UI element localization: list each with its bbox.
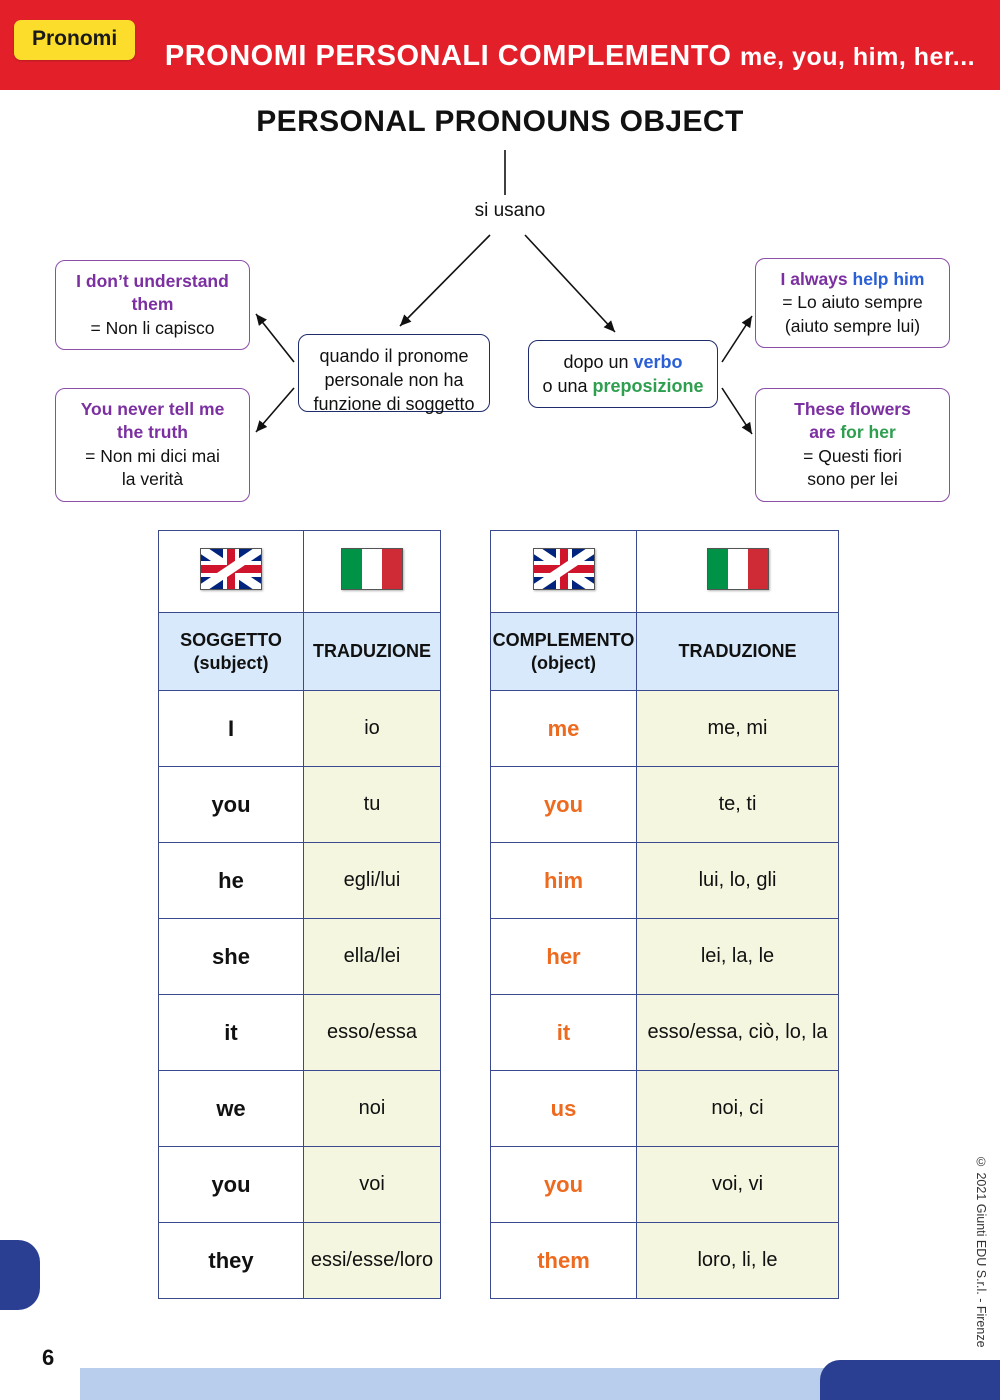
cell-italian: noi: [304, 1071, 441, 1147]
italy-flag-icon: [707, 548, 769, 590]
table-row: [159, 691, 441, 767]
example-it-line1: = Lo aiuto sempre: [782, 292, 923, 313]
cell-italian: voi, vi: [637, 1147, 839, 1223]
example-it-line2: sono per lei: [807, 469, 898, 490]
table-row: [159, 1071, 441, 1147]
box-line-3: funzione di soggetto: [313, 393, 475, 414]
cell-english: she: [159, 919, 304, 995]
table-subject-pronouns: [158, 530, 441, 1299]
table-header-row: [491, 613, 839, 691]
example-it-translation: = Non li capisco: [90, 317, 215, 338]
cell-english: I: [159, 691, 304, 767]
example-box-help-him: [755, 258, 950, 348]
example-en-line1: These flowers: [794, 399, 911, 419]
table-row: [159, 1223, 441, 1299]
box-line-2: o una: [542, 375, 593, 396]
cell-italian: me, mi: [637, 691, 839, 767]
keyword-preposizione: preposizione: [592, 375, 704, 396]
cell-english: they: [159, 1223, 304, 1299]
uk-flag-icon: [533, 548, 595, 590]
table-row: [159, 995, 441, 1071]
cell-italian: essi/esse/loro: [304, 1223, 441, 1299]
uk-flag-cell: [159, 531, 304, 613]
example-box-them: [55, 260, 250, 350]
table-header-row: [159, 613, 441, 691]
diagram-box-subject-function: [298, 334, 490, 412]
header-title-subtitle: me, you, him, her...: [740, 43, 976, 71]
column-header-object-line1: COMPLEMENTO: [492, 630, 635, 650]
table-row: [159, 843, 441, 919]
box-line-2: personale non ha: [324, 369, 464, 390]
example-en-line1: I always: [780, 269, 853, 289]
table-row: [491, 995, 839, 1071]
example-en-prep-phrase: for her: [840, 422, 896, 443]
cell-italian: egli/lui: [304, 843, 441, 919]
cell-english: me: [491, 691, 637, 767]
example-it-line1: = Non mi dici mai: [85, 445, 220, 466]
cell-english: it: [491, 995, 637, 1071]
cell-italian: te, ti: [637, 767, 839, 843]
copyright-notice: © 2021 Giunti EDU S.r.l. - Firenze: [974, 1155, 988, 1348]
diagram-connector-label: si usano: [474, 200, 546, 221]
column-header-subject-line2: (subject): [193, 652, 269, 673]
example-en-pronoun: them: [131, 294, 174, 315]
table-row-flags: [491, 531, 839, 613]
cell-italian: tu: [304, 767, 441, 843]
example-en-line2: are: [809, 422, 841, 443]
example-it-line1: = Questi fiori: [803, 445, 902, 466]
section-tab-pronomi[interactable]: Pronomi: [14, 20, 135, 60]
cell-english: him: [491, 843, 637, 919]
cell-english: it: [159, 995, 304, 1071]
table-row: [491, 843, 839, 919]
example-it-line2: la verità: [121, 469, 184, 490]
cell-english: you: [159, 1147, 304, 1223]
uk-flag-cell: [491, 531, 637, 613]
table-row: [159, 767, 441, 843]
side-decoration: [0, 1240, 40, 1310]
cell-italian: esso/essa, ciò, lo, la: [637, 995, 839, 1071]
footer-bar: [80, 1368, 830, 1400]
cell-english: them: [491, 1223, 637, 1299]
cell-italian: ella/lei: [304, 919, 441, 995]
table-row-flags: [159, 531, 441, 613]
italy-flag-cell: [637, 531, 839, 613]
column-header-translation: TRADUZIONE: [637, 613, 839, 691]
header-title-main: PRONOMI PERSONALI COMPLEMENTO: [164, 40, 732, 72]
diagram-box-after-verb: [528, 340, 718, 408]
example-en-line2: the truth: [117, 422, 188, 443]
cell-italian: voi: [304, 1147, 441, 1223]
table-row: [491, 1071, 839, 1147]
keyword-verbo: verbo: [633, 352, 683, 372]
column-header-object-line2: (object): [531, 652, 596, 673]
column-header-subject-line1: SOGGETTO: [180, 630, 282, 650]
table-row: [159, 1147, 441, 1223]
cell-english: he: [159, 843, 304, 919]
page-number: 6: [42, 1345, 55, 1370]
cell-italian: esso/essa: [304, 995, 441, 1071]
table-row: [159, 919, 441, 995]
column-header-translation: TRADUZIONE: [304, 613, 441, 691]
table-object-pronouns: [490, 530, 839, 1299]
cell-italian: io: [304, 691, 441, 767]
example-it-line2: (aiuto sempre lui): [784, 315, 921, 336]
cell-english: you: [491, 1147, 637, 1223]
cell-italian: lui, lo, gli: [637, 843, 839, 919]
italy-flag-cell: [304, 531, 441, 613]
footer-corner-decoration: [820, 1360, 1000, 1400]
cell-english: you: [491, 767, 637, 843]
cell-italian: noi, ci: [637, 1071, 839, 1147]
column-header-subject: [159, 613, 304, 691]
flow-diagram: [0, 140, 1000, 520]
example-en-line1: I don’t understand: [76, 271, 229, 291]
cell-english: you: [159, 767, 304, 843]
table-row: [491, 767, 839, 843]
column-header-object: [491, 613, 637, 691]
cell-italian: loro, li, le: [637, 1223, 839, 1299]
cell-english: her: [491, 919, 637, 995]
page-header-title: [160, 40, 980, 73]
table-row: [491, 919, 839, 995]
italy-flag-icon: [341, 548, 403, 590]
page-title: PERSONAL PRONOUNS OBJECT: [256, 105, 744, 138]
box-line-1: quando il pronome: [319, 346, 469, 366]
table-row: [491, 1147, 839, 1223]
cell-italian: lei, la, le: [637, 919, 839, 995]
cell-english: we: [159, 1071, 304, 1147]
example-en-verb-phrase: help him: [852, 269, 925, 289]
cell-english: us: [491, 1071, 637, 1147]
example-en-line1: You never tell: [80, 399, 200, 419]
table-row: [491, 1223, 839, 1299]
example-box-for-her: [755, 388, 950, 502]
example-en-pronoun: me: [199, 399, 225, 419]
uk-flag-icon: [200, 548, 262, 590]
table-row: [491, 691, 839, 767]
example-box-me: [55, 388, 250, 502]
box-line-1: dopo un: [563, 352, 634, 372]
